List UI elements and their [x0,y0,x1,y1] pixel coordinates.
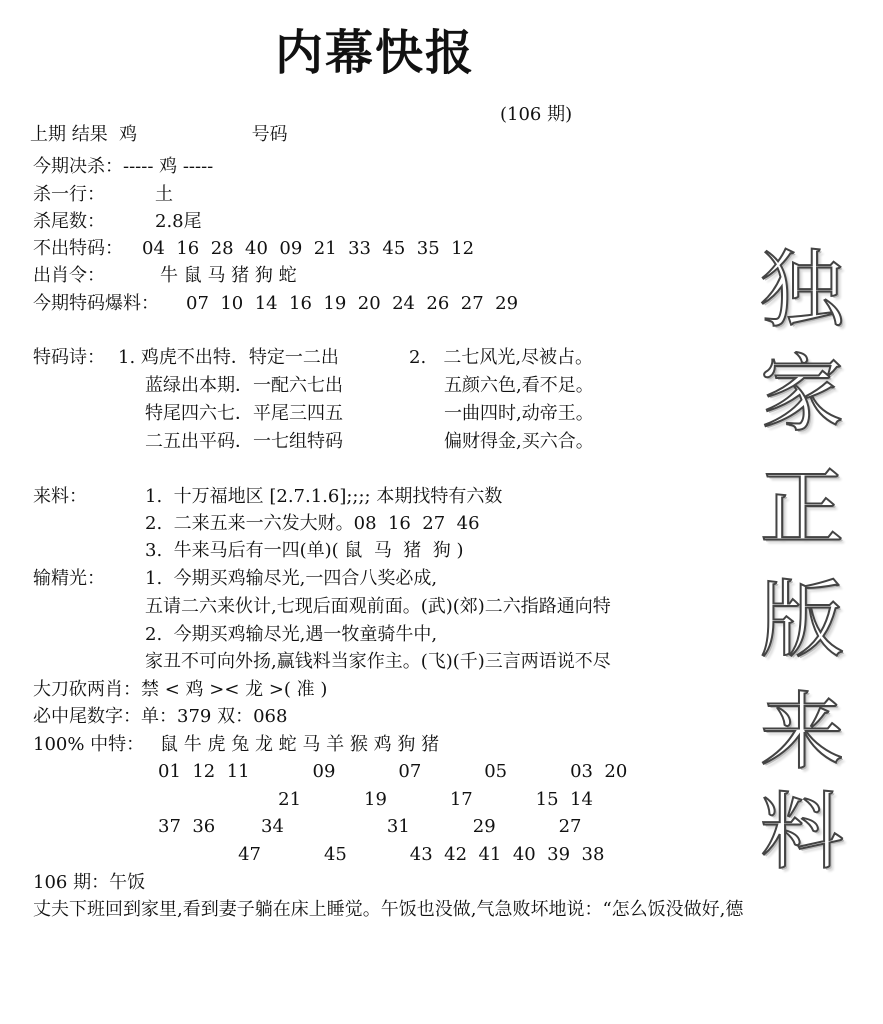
zodiac-number-row: 37 36 34 31 29 27 [158,816,582,837]
must-tail-line: 必中尾数字：单：379 双：068 [33,706,288,727]
kill-tail-label: 杀尾数： [33,211,105,232]
stamp-character: 来 [759,683,844,781]
lose-all-item-cont: 家丑不可向外扬,赢钱料当家作主。(飞)(千)三言两语说不尽 [145,651,611,672]
lose-all-item: 2. 今期买鸡输尽光,遇一牧童骑牛中, [145,624,438,645]
zodiac-header: 龙 [254,734,273,755]
story-title: 106 期：午饭 [33,872,146,893]
kill-row-label: 杀一行： [33,184,105,205]
zodiac-header: 蛇 [278,734,297,755]
zodiac-header-row [160,734,439,756]
zodiac-header: 兔 [231,734,250,755]
poem-left-line: 二五出平码．一七组特码 [145,431,343,452]
zodiac-number-row: 21 19 17 15 14 [158,789,593,810]
zodiac-header: 狗 [397,734,416,755]
stamp-character: 版 [759,571,844,669]
zodiac-order-value: 牛 鼠 马 猪 狗 蛇 [160,265,297,286]
zodiac-header: 虎 [207,734,226,755]
lose-all-item-cont: 五请二六来伙计,七现后面观前面。(武)(郊)二六指路通向特 [145,596,611,617]
poem-right-line: 2. 二七风光,尽被占。 [409,347,594,368]
special-leak-label: 今期特码爆料： [33,293,159,314]
zodiac-header: 猴 [349,734,368,755]
zodiac-header: 马 [302,734,321,755]
zodiac-header: 鸡 [373,734,392,755]
big-knife-line: 大刀砍两肖：禁 < 鸡 >< 龙 >( 准 ) [33,679,328,700]
sources-label: 来料： [33,486,87,507]
page-title: 内幕快报 [275,25,476,81]
zodiac-table-label: 100% 中特： [33,734,145,755]
stamp-character: 独 [759,241,844,339]
poem-right-line: 五颜六色,看不足。 [444,375,594,396]
kill-row-value: 土 [155,184,173,205]
poem-label: 特码诗： [33,347,105,368]
special-leak-value: 07 10 14 16 19 20 24 26 27 29 [186,293,519,314]
poem-left-line: 蓝绿出本期．一配六七出 [145,375,343,396]
story-text: 丈夫下班回到家里,看到妻子躺在床上睡觉。午饭也没做,气急败坏地说：“怎么饭没做好,德 [33,899,744,920]
source-item: 3. 牛来马后有一四(单)( 鼠 马 猪 狗 ) [145,540,464,561]
poem-left-line: 特尾四六七．平尾三四五 [145,403,343,424]
cut-off-line [30,124,350,145]
zodiac-number-row: 47 45 43 42 41 40 39 38 [158,844,605,865]
no-special-value: 04 16 28 40 09 21 33 45 35 12 [142,238,475,259]
poem-right-line: 一曲四时,动帝王。 [444,403,594,424]
issue-number: (106 期) [500,104,573,125]
zodiac-order-label: 出肖令： [33,265,105,286]
zodiac-header: 猪 [421,734,440,755]
zodiac-header: 牛 [183,734,202,755]
source-item: 1. 十万福地区 [2.7.1.6];;;; 本期找特有六数 [145,486,503,507]
lose-all-item: 1. 今期买鸡输尽光,一四合八奖必成, [145,568,438,589]
zodiac-number-row: 01 12 11 09 07 05 03 20 [158,761,628,782]
lose-all-label: 输精光： [33,568,105,589]
cut-off-line-text: 上期 结果 鸡 号码 [30,124,288,145]
stamp-character: 家 [759,345,844,443]
kill-line: 今期决杀：----- 鸡 ----- [33,156,214,177]
stamp-character: 料 [759,783,844,881]
source-item: 2. 二来五来一六发大财。08 16 27 46 [145,513,480,534]
no-special-label: 不出特码： [33,238,123,259]
stamp-character: 正 [759,459,844,557]
zodiac-header: 鼠 [160,734,178,755]
kill-tail-value: 2.8尾 [155,211,202,232]
zodiac-header: 羊 [326,734,345,755]
poem-left-line: 1. 鸡虎不出特．特定一二出 [118,347,339,368]
poem-right-line: 偏财得金,买六合。 [444,431,594,452]
